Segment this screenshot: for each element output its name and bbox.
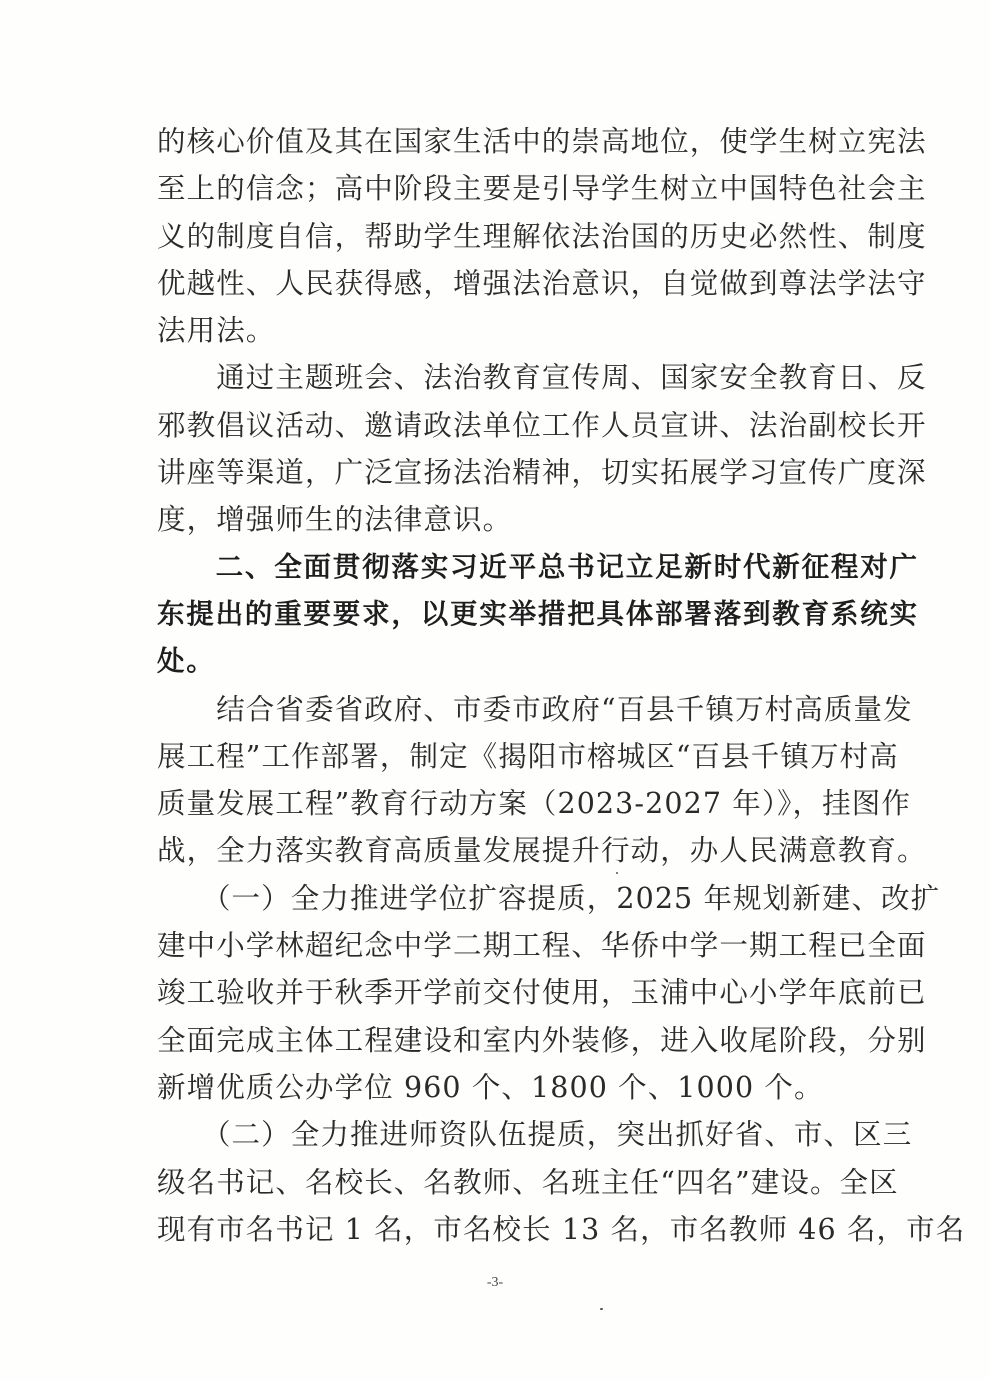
section-heading-line: 处。 (157, 645, 216, 678)
document-body (157, 118, 966, 1253)
text-line: 级名书记、名校长、名教师、名班主任“四名”建设。全区 (157, 1165, 899, 1199)
text-line: 现有市名书记 1 名，市名校长 13 名，市名教师 46 名，市名 (157, 1212, 966, 1246)
scan-speck (600, 1308, 603, 1310)
text-line: 法用法。 (157, 314, 276, 348)
text-line: 义的制度自信，帮助学生理解依法治国的历史必然性、制度 (157, 219, 927, 253)
text-line: 质量发展工程”教育行动方案（2023-2027 年）》，挂图作 (157, 787, 911, 821)
section-heading-line: 东提出的重要要求，以更实举措把具体部署落到教育系统实 (157, 597, 919, 630)
text-line: 优越性、人民获得感，增强法治意识，自觉做到尊法学法守 (157, 266, 927, 300)
text-line: 竣工验收并于秋季开学前交付使用，玉浦中心小学年底前已 (157, 976, 927, 1010)
text-line: 建中小学林超纪念中学二期工程、华侨中学一期工程已全面 (157, 929, 927, 963)
text-line: 结合省委省政府、市委市政府“百县千镇万村高质量发 (157, 692, 913, 726)
text-line: 邪教倡议活动、邀请政法单位工作人员宣讲、法治副校长开 (157, 408, 927, 442)
text-line: （二）全力推进师资队伍提质，突出抓好省、市、区三 (157, 1118, 913, 1152)
text-line: 战，全力落实教育高质量发展提升行动，办人民满意教育。 (157, 834, 927, 868)
text-line: 讲座等渠道，广泛宣扬法治精神，切实拓展学习宣传广度深 (157, 456, 927, 490)
text-line: 通过主题班会、法治教育宣传周、国家安全教育日、反 (157, 361, 927, 395)
text-line: 的核心价值及其在国家生活中的崇高地位，使学生树立宪法 (157, 125, 927, 158)
text-line: 展工程”工作部署，制定《揭阳市榕城区“百县千镇万村高 (157, 739, 899, 773)
scan-speck (616, 872, 618, 874)
text-line: （一）全力推进学位扩容提质，2025 年规划新建、改扩 (157, 881, 941, 915)
text-line: 新增优质公办学位 960 个、1800 个、1000 个。 (157, 1070, 824, 1104)
page-number: -3- (486, 1275, 504, 1290)
text-line: 至上的信念；高中阶段主要是引导学生树立中国特色社会主 (157, 172, 927, 206)
section-heading-line: 二、全面贯彻落实习近平总书记立足新时代新征程对广 (157, 550, 919, 583)
text-line: 度，增强师生的法律意识。 (157, 503, 513, 537)
text-line: 全面完成主体工程建设和室内外装修，进入收尾阶段，分别 (157, 1023, 927, 1057)
